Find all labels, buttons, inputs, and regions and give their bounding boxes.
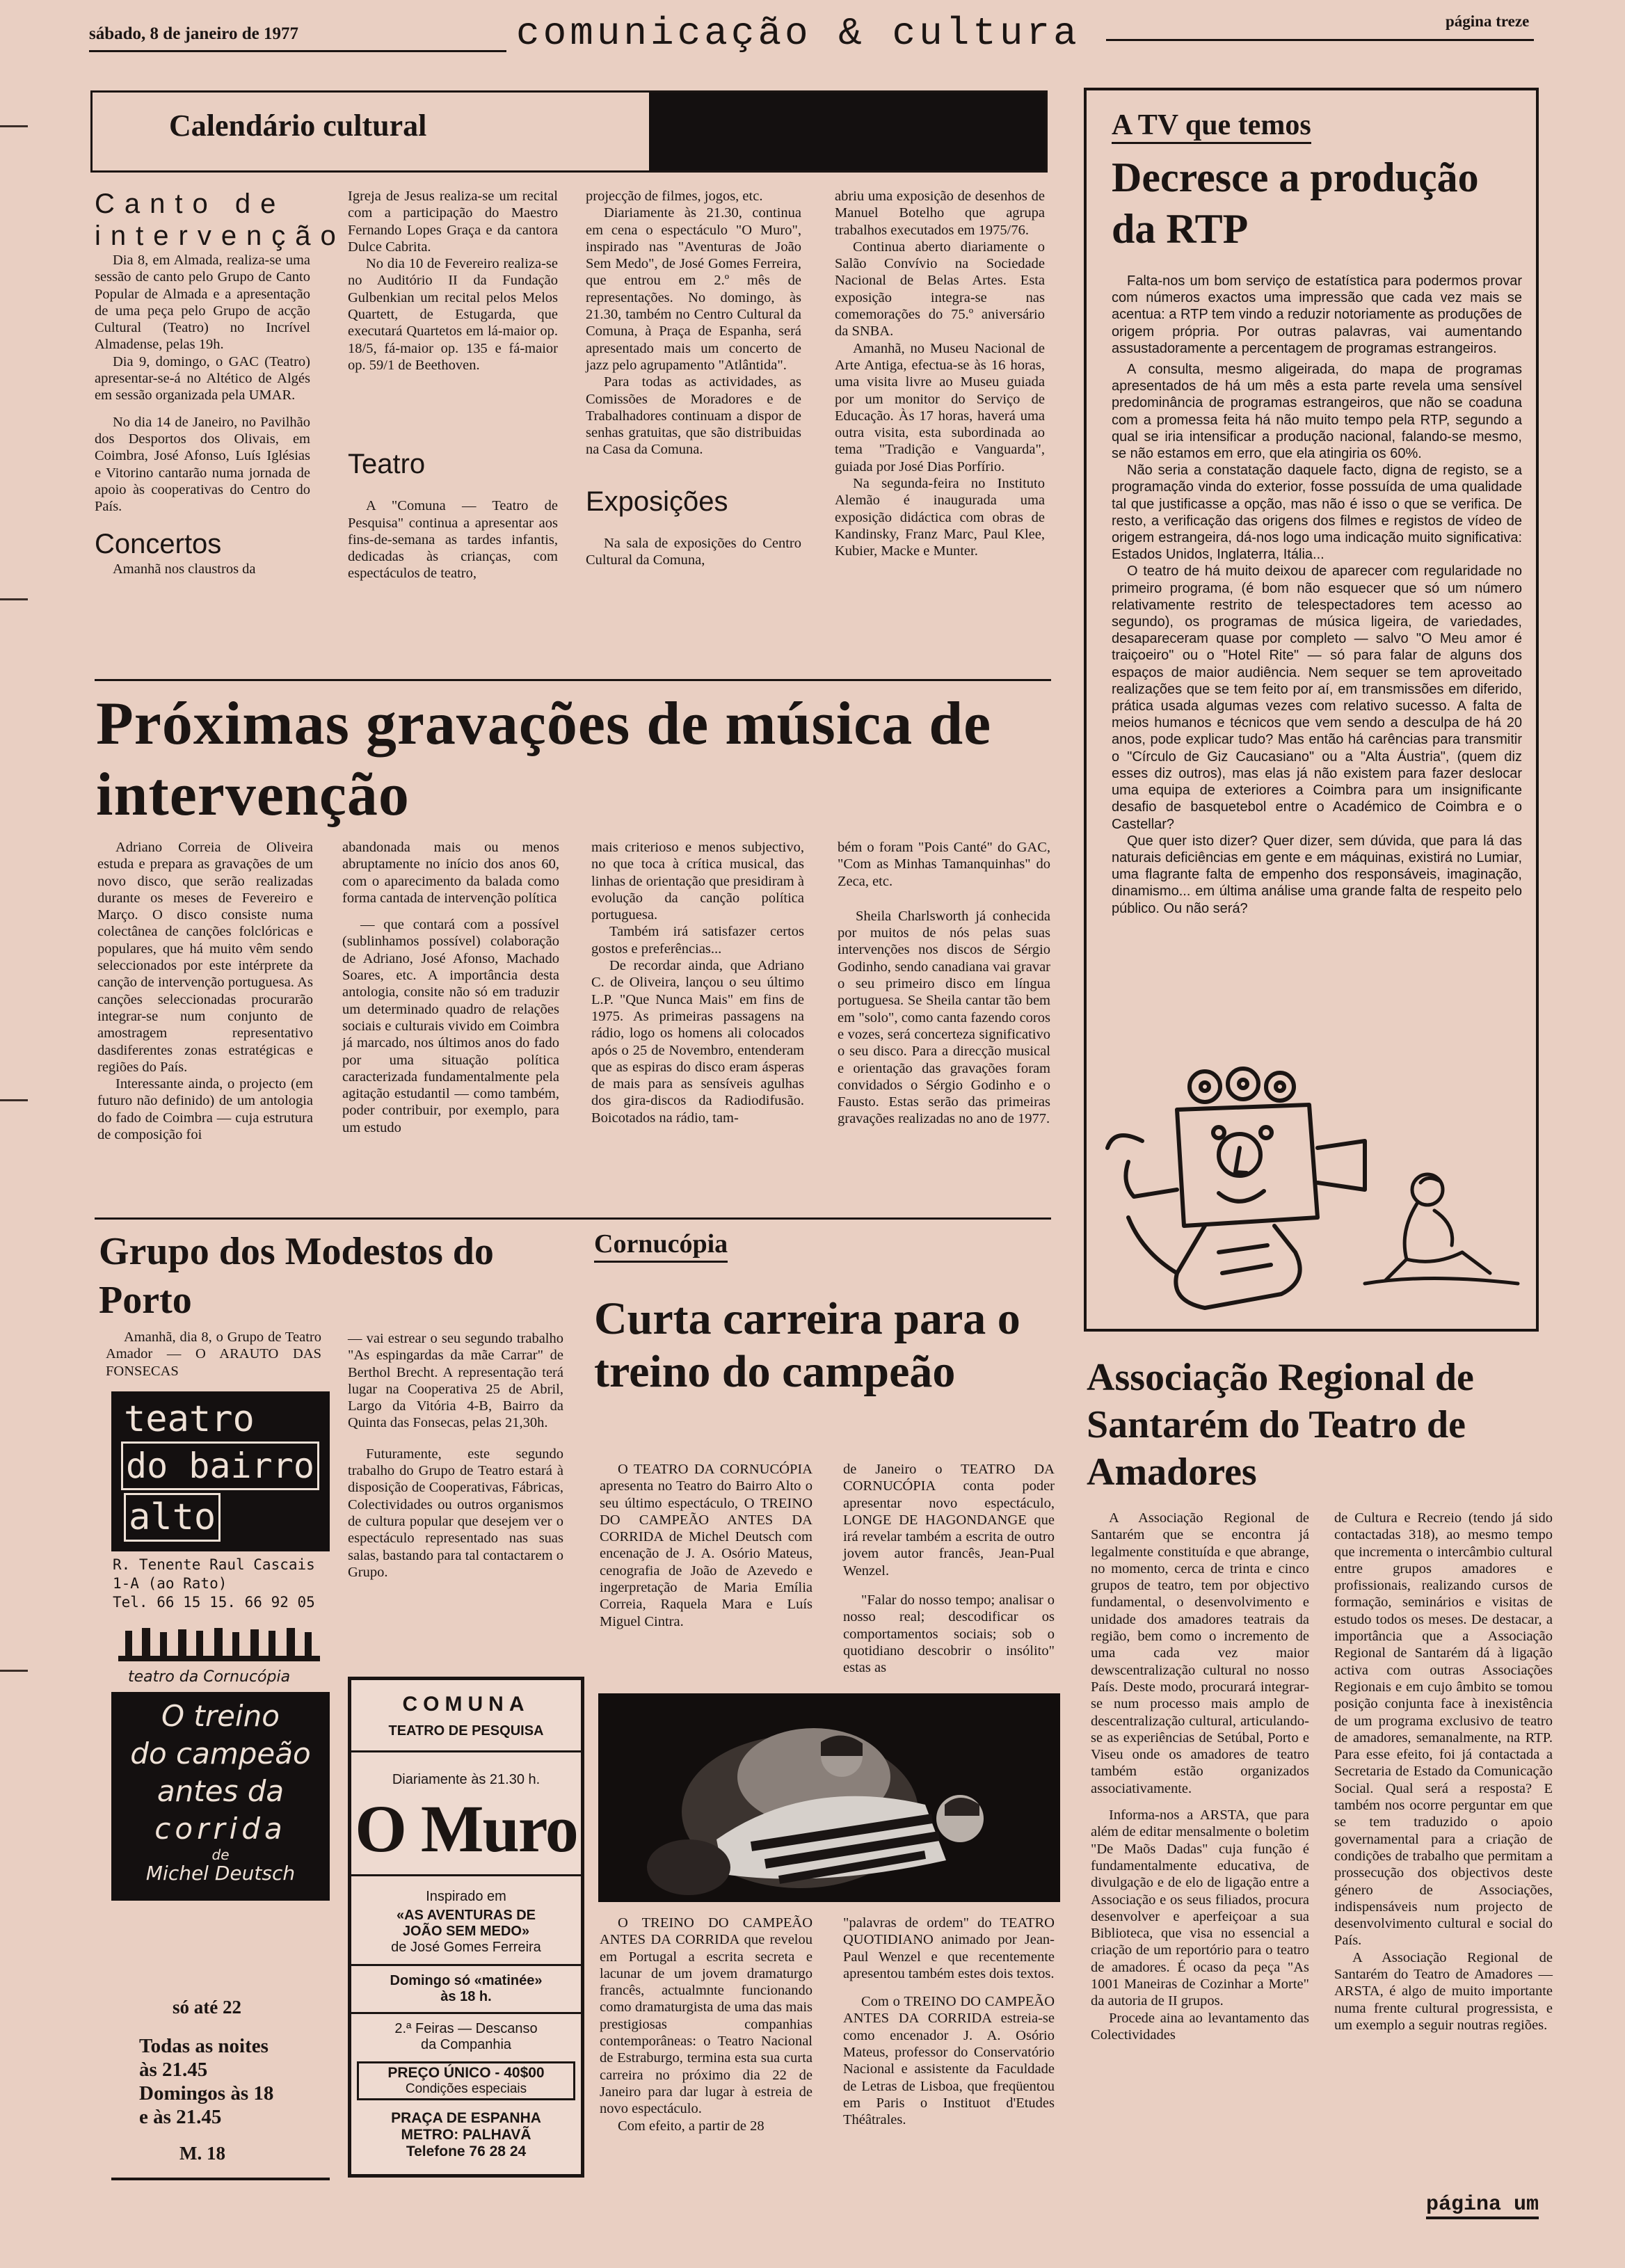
bairro-alto-ad-header <box>111 1391 330 1551</box>
continue-page-link[interactable]: página um <box>1426 2193 1539 2219</box>
modestos-col1-p1: Amanhã, dia 8, o Grupo de Teatro Amador — O ARAUTO DAS FONSECAS <box>106 1329 321 1379</box>
comuna-work1: «AS AVENTURAS DE <box>396 1908 536 1923</box>
tv-p1: A consulta, mesmo aligeirada, do mapa de programas apresentados de há um mês a esta parte revela uma sensível predominância de programas estrangeiros, que não se coaduna com a promessa feita há não muito tempo pela RTP, segundo a qual se iria intensificar a produção nacional, falando-se mesmo, se não estamos em erro, que ela atingiria os 60%. <box>1112 362 1522 462</box>
tv-camera-cartoon-illustration <box>1100 1044 1525 1322</box>
canto-p1: Dia 8, em Almada, realiza-se uma sessão de canto pelo Grupo de Canto Popular de Almada e a apresentação de uma peça pelo Grupo de acção Cultural (Teatro) no Incrível Almadense, pelas 19h. <box>95 253 310 353</box>
comuna-metro: METRO: PALHAVÃ <box>401 2127 531 2143</box>
calendario-col-2 <box>348 188 558 675</box>
bairro-times-2: às 21.45 <box>139 2059 208 2081</box>
tv-box <box>1084 88 1539 1332</box>
comuna-rest1: 2.ª Feiras — Descanso <box>394 2021 538 2036</box>
tv-p2: Não seria a constatação daquele facto, digna de registo, se a programação vinda do exterior, fosse possuída de uma qualidade tal que justificasse a opção, mas não é isso o que se verifica. De resto, a verificação das origens dos filmes e registos de vídeo de origem estrangeira, dá-nos logo uma indicação muito significativa: Estados Unidos, Inglaterra, Itália... <box>1112 463 1522 563</box>
modestos-headline: Grupo dos Modestos do Porto <box>99 1230 494 1322</box>
santarem-col-1 <box>1091 1510 1309 2178</box>
col3-p2: Diariamente às 21.30, continua em cena o espectáculo "O Muro", inspirado nas "Aventuras de João Sem Medo", de José Gomes Ferreira, que entrou em 2.º mês de representações. No domingo, às 21.30, também no Centro Cultural da Comuna, à Praça de Espanha, será apresentado mais um concerto de jazz pelo agrupamento "Atlântida". <box>586 205 801 373</box>
musica-bottom-rule <box>95 1217 1051 1220</box>
header-rule-left <box>89 50 506 52</box>
musica-col4-p1: bém o foram "Pois Canté" do GAC, "Com as Minhas Tamanquinhas" do Zeca, etc. <box>838 840 1050 889</box>
tv-lead: Falta-nos um bom serviço de estatística para podermos provar com números exactos uma impressão que cada vez mais se acentua: a RTP tem vindo a reduzir notoriamente as produções de origem própria. Por outras palavras, vai aumentando assustadoramente a percentagem de programas estrangeiros. <box>1112 273 1522 356</box>
cornucopia-col-3 <box>600 1915 812 2186</box>
exposicoes-p1: Na sala de exposições do Centro Cultural da Comuna, <box>586 535 801 568</box>
binder-mark-1 <box>0 125 28 127</box>
santarem-headline: Associação Regional de Santarém do Teatro de Amadores <box>1087 1356 1474 1494</box>
cornucopia-stage-photo <box>598 1693 1060 1902</box>
comuna-sunday2: às 18 h. <box>440 1989 492 2004</box>
treino-line1: O treino <box>161 1699 280 1733</box>
treino-author: Michel Deutsch <box>145 1862 296 1885</box>
musica-col3-p1: mais criterioso e menos subjectivo, no que toca à crítica musical, das linhas de orientação que presidiram à evolução da canção política portuguesa. <box>591 840 804 923</box>
calendario-banner <box>90 90 1048 173</box>
issue-date: sábado, 8 de janeiro de 1977 <box>89 24 298 43</box>
modestos-col2-p1: — vai estrear o seu segundo trabalho "As espingardas da mãe Carrar" de Berthol Brecht. A representação terá lugar na Cooperativa 25 de Abril, Largo da Vitória 4-B, Bairro da Quinta das Fonsecas, pelas 21,30h. <box>348 1331 563 1431</box>
treino-line4: corrida <box>154 1812 287 1846</box>
santarem-col2-p1: de Cultura e Recreio (tendo já sido contactadas 318), ao mesmo tempo que incrementa o intercâmbio cultural entre grupos amadores e profissionais, realizando cursos de formação, seminários e visitas de estudo todos os meses. De destacar, a importância que a Associação Regional de Santarém dá à ligação activa com outras Associações Regionais e em cujo âmbito se tomou posição conjunta face à inexistência de um programa exclusivo de teatro de amadores, semanalmente, na RTP. Para esse efeito, foi já contactada a Secretaria de Estado da Comunicação Social. Qual será a resposta? E também nos ocorre perguntar em que se tem traduzido o apoio governamental para a criação de condições de trabalho que permitam a prossecução dos objectivos deste género de Associações, indispensáveis num projecto de desenvolvimento cultural e social do País. <box>1334 1510 1553 1949</box>
col2-p1: Igreja de Jesus realiza-se um recital com a participação do Maestro Fernando Lopes Graça e da cantora Dulce Cabrita. <box>348 189 558 255</box>
cornucopia-kicker: Cornucópia <box>594 1229 728 1263</box>
binder-mark-3 <box>0 1099 28 1101</box>
cornucopia-col4-p1: "palavras de ordem" do TEATRO QUOTIDIANO animado por Jean-Paul Wenzel e que recentemente apresentou também estes dois textos. <box>843 1915 1055 1981</box>
exposicoes-heading: Exposições <box>586 486 728 517</box>
bairro-ad-bottom-rule <box>111 2178 330 2180</box>
comuna-sunday1: Domingo só «matinée» <box>390 1973 543 1988</box>
comuna-rest2: da Companhia <box>420 2037 512 2052</box>
cornucopia-col-2 <box>843 1461 1055 1684</box>
santarem-col-2 <box>1334 1510 1553 2178</box>
concertos-p1: Amanhã nos claustros da <box>113 561 256 577</box>
bairro-times <box>139 2034 273 2129</box>
bairro-address <box>113 1556 315 1612</box>
cornucopia-label: teatro da Cornucópia <box>128 1668 291 1686</box>
tv-p4: Que quer isto dizer? Quer dizer, sem dúvida, que para lá das naturais deficiências em gente e em máquinas, existirá no Lumiar, uma flagrante falta de empenho dos responsáveis, imaginação, dinamismo... em última análise uma grande falta de respeito pelo público. Ou não será? <box>1112 833 1522 916</box>
bairro-address-1: R. Tenente Raul Cascais <box>113 1556 315 1573</box>
santarem-col1-p3: Procede aina ao levantamento das Colectividades <box>1091 2010 1309 2043</box>
musica-col4-p2: Sheila Charlsworth já conhecida por muitos de nós pelas suas intervenções nos discos de Sérgio Godinho, sendo canadiana vai gravar o seu primeiro disco em língua portuguesa. Se Sheila cantar tão bem em "solo", como canta fazendo coros e vozes, será concerteza significativo o seu disco. Para a direcção musical e orientação das gravações foram convidados o Sérgio Godinho e o Fausto. Estas serão das primeiras gravações realizadas no ano de 1977. <box>838 908 1050 1127</box>
cornucopia-figures-icon <box>111 1625 330 1667</box>
comuna-price: PREÇO ÚNICO - 40$00 <box>387 2065 545 2081</box>
comuna-conditions: Condições especiais <box>405 2082 527 2096</box>
cornucopia-col3-p2: Com efeito, a partir de 28 <box>618 2118 765 2134</box>
cornucopia-headline: Curta carreira para o treino do campeão <box>594 1293 1020 1397</box>
comuna-place: PRAÇA DE ESPANHA <box>391 2110 541 2126</box>
treino-ad-title <box>111 1692 330 1901</box>
musica-col2-p2: — que contará com a possível (sublinhamos possível) colaboração de Adriano, José Afonso, Machado Soares, etc. A importância desta antologia, consite não só em traduzir um determinado quadro de relações sociais e culturais vivido em Coimbra já marcado, nos últimos anos do fado por uma situação política caracterizada fundamentalmente pela agitação estudantil — como também, poder contribuir, por exemplo, para um estudo <box>342 917 559 1135</box>
cornucopia-col-4 <box>843 1915 1055 2186</box>
comuna-ad <box>348 1677 584 2178</box>
cornucopia-col3-p1: O TREINO DO CAMPEÃO ANTES DA CORRIDA que revelou em Portugal a escrita secreta e lacunar de um jovem dramaturgo francês, actualmnte funcionando como dramaturgista de uma das mais prestigiosas companhias contemporâneas: o Teatro Nacional de Estraburgo, termina esta sua curta carreira no próximo dia 22 de Janeiro para dar lugar à estreia de novo espectáculo. <box>600 1915 812 2117</box>
santarem-col1-p2: Informa-nos a ARSTA, que para além de editar mensalmente o boletim "De Maõs Dadas" cuja função é fundamentalmente educativa, de divulgação e de elo de ligação entre a Associação e os seus filiados, procura desenvolver e aperfeiçoar a sua Biblioteca, que visa no essencial a criação de um reportório para o teatro de amadores. É ocaso da peça "As 1001 Maneiras de Cozinhar a Morte" da autoria de II grupos. <box>1091 1807 1309 2009</box>
bairro-address-2: 1-A (ao Rato) <box>113 1575 227 1592</box>
santarem-col2-p2: A Associação Regional de Santarém do Teatro de Amadores — ARSTA, é algo de muito importante numa frente cultural progressista, e um exemplo a seguir noutras regiões. <box>1334 1949 1553 2033</box>
bairro-so-ate: só até 22 <box>173 1997 241 2018</box>
calendario-col-3 <box>586 188 801 675</box>
binder-mark-4 <box>0 1670 28 1672</box>
bairro-phone: Tel. 66 15 15. 66 92 05 <box>113 1594 315 1611</box>
bairro-times-4: e às 21.45 <box>139 2106 222 2128</box>
cornucopia-col2-p1: de Janeiro o TEATRO DA CORNUCÓPIA conta poder apresentar novo espectáculo, LONGE DE HAGONDANGE que irá revelar também a escrita de outro jovem autor francês, Jean-Pual Wenzel. <box>843 1462 1055 1579</box>
banner-black-block <box>649 93 1046 170</box>
stage-photo-image <box>598 1693 1060 1902</box>
col4-p3: Amanhã, no Museu Nacional de Arte Antiga, efectua-se às 16 horas, uma visita livre ao Museu guiada por um monitor do Serviço de Educação. Às 17 horas, haverá uma outra visita, esta subordinada ao tema "Tradição e Vanguarda", guiada por José Dias Porfírio. <box>835 340 1045 474</box>
comuna-daily: Diariamente às 21.30 h. <box>392 1772 541 1787</box>
comuna-name: COMUNA <box>402 1693 530 1716</box>
musica-headline: Próximas gravações de música de intervenção <box>96 690 992 829</box>
canto-p2: Dia 9, domingo, o GAC (Teatro) apresentar-se-á no Altético de Algés em sessão organizada pela UMAR. <box>95 353 310 404</box>
comuna-work2: JOÃO SEM MEDO» <box>402 1924 530 1939</box>
bairro-alto-ad <box>111 1391 330 2178</box>
cornucopia-col1-p1: O TEATRO DA CORNUCÓPIA apresenta no Teatro do Bairro Alto o seu último espectáculo, O TREINO DO CAMPEÃO ANTES DA CORRIDA de Michel Deutsch com encenação de J. A. Osório Mateus, cenografia de João de Azevedo e ingerpretação de Maria Emília Correia, Raquela Mara e Luís Miguel Cintra. <box>600 1462 812 1629</box>
col4-p4: Na segunda-feira no Instituto Alemão é inaugurada uma exposição didáctica com obras de Kandinsky, Franz Marc, Paul Klee, Kubier, Macke e Munter. <box>835 476 1045 559</box>
section-title: comunicação & cultura <box>516 11 1080 56</box>
comuna-work3: de José Gomes Ferreira <box>391 1940 541 1955</box>
tv-body <box>1112 273 1522 917</box>
canto-p3: No dia 14 de Janeiro, no Pavilhão dos Desportos dos Olivais, em Coimbra, José Afonso, Luís Iglésias e Vitorino cantarão numa jornada de apoio às cooperativas do Centro do País. <box>95 414 310 515</box>
treino-line2: do campeão <box>130 1736 311 1771</box>
bairro-times-1: Todas as noites <box>139 2035 269 2057</box>
cornucopia-col2-p2: "Falar do nosso tempo; analisar o nosso real; descodificar os comportamentos sociais; sob o quotidiano descobrir o insólito" estas as <box>843 1592 1055 1676</box>
binder-mark-2 <box>0 598 28 600</box>
bairro-line3: alto <box>124 1493 221 1542</box>
musica-col1-p1: Adriano Correia de Oliveira estuda e prepara as gravações de um novo disco, que serão realizadas durante os meses de Fevereiro e Março. O disco consiste numa colectânea de canções folclóricas e populares, que há muito vêm sendo seleccionados por este intérprete da canção de intervenção portuguesa. As canções seleccionadas procurarão integrar-se num conjunto de amostragem representativo dasdiferentes zonas estratégicas e regiões do País. <box>97 840 313 1075</box>
musica-col-1 <box>97 839 313 1215</box>
comuna-sub: TEATRO DE PESQUISA <box>388 1723 544 1739</box>
teatro-p1: A "Comuna — Teatro de Pesquisa" continua a apresentar aos fins-de-semana as tardes infantis, dedicadas às crianças, com espectáculos de teatro, <box>348 498 558 582</box>
calendario-col-4 <box>835 188 1045 675</box>
comuna-inspired: Inspirado em <box>426 1889 506 1904</box>
col4-p1: abriu uma exposição de desenhos de Manuel Botelho que agrupa trabalhos executados em 1975/76. <box>835 189 1045 238</box>
calendario-banner-title: Calendário cultural <box>169 109 427 143</box>
tv-p3: O teatro de há muito deixou de aparecer com regularidade no primeiro programa, (é bom não esquecer que só um número relativamente restrito de telespectadores tem acesso ao segundo), os programas de música ligeira, de variedades, desapareceram quase por completo — salvo "O Meu amor é traiçoeiro" ou o "Hotel Rite" — só para falar de alguns dos espaços de maior audiência. Nem sequer se tem aproveitado realizações que se tem feito por aí, em transmissões em diferido, prática usada algumas vezes com relativo sucesso. A falta de meios humanos e técnicos que vem sendo a desculpa de há 20 anos, pode explicar tudo? Mas então há carências para transmitir o "Círculo de Giz Caucasiano" ou a "Alta Áustria", (quem diz esses diz outros), mas elas já não existem para fazer deslocar uma equipa de exteriores a Coimbra para um insignificante desafio de basquetebol entre o Académico de Coimbra e o Castellar? <box>1112 564 1522 832</box>
musica-col3-p3: De recordar ainda, que Adriano C. de Oliveira, lançou o seu último L.P. "Que Nunca Mais" em fins de 1975. As primeiras passagens na rádio, logo os homens ali colocados após o 25 de Novembro, entenderam que as espiras do disco eram ásperas de mais para as sensíveis agulhas dos gira-discos da Radiodifusão. Boicotados na rádio, tam- <box>591 958 804 1126</box>
canto-heading: Canto de intervenção <box>95 189 346 251</box>
musica-col-4 <box>838 839 1050 1215</box>
bairro-line2: do bairro <box>121 1442 319 1490</box>
comuna-phone: Telefone 76 28 24 <box>406 2143 527 2159</box>
calendario-bottom-rule <box>95 679 1051 681</box>
musica-col-3 <box>591 839 804 1215</box>
bairro-rating: M. 18 <box>179 2143 225 2164</box>
bairro-line1: teatro <box>124 1398 255 1440</box>
modestos-col-2 <box>348 1330 563 1657</box>
tv-headline: Decresce a produção da RTP <box>1112 154 1479 252</box>
modestos-col2-p2: Futuramente, este segundo trabalho do Grupo de Teatro estará à disposição de Cooperativas, Fábricas, Colectividades ou outros organismos de cultura popular que desejem ver o espectáculo representado nas suas salas, bastando para tal contactarem o Grupo. <box>348 1446 563 1580</box>
cornucopia-col4-p2: Com o TREINO DO CAMPEÃO ANTES DA CORRIDA estreia-se como encenador J. A. Osório Mateus, professor do Conservatório Nacional e assistente da Faculdade de Letras de Lisboa, que freqüentou em Paris o Instituot d'Etudes Théâtrales. <box>843 1994 1055 2128</box>
cornucopia-logo-strip <box>111 1625 330 1667</box>
page-number: página treze <box>1446 13 1530 30</box>
teatro-heading: Teatro <box>348 449 426 480</box>
header-rule-right <box>1106 39 1534 41</box>
calendario-col-1 <box>95 188 346 675</box>
treino-line3: antes da <box>157 1774 285 1808</box>
comuna-title: O Muro <box>355 1791 577 1866</box>
concertos-heading: Concertos <box>95 529 222 560</box>
col4-p2: Continua aberto diariamente o Salão Convívio na Sociedade Nacional de Belas Artes. Esta exposição integra-se nas comemorações do 75.º aniversário da SNBA. <box>835 239 1045 340</box>
tv-kicker: A TV que temos <box>1112 109 1311 144</box>
col3-p3: Para todas as actividades, as Comissões de Moradores e de Trabalhadores continuam a dispor de senhas gratuitas, que são distribuidas na Casa da Comuna. <box>586 374 801 458</box>
cornucopia-col-1 <box>600 1461 812 1649</box>
santarem-col1-p1: A Associação Regional de Santarém que se encontra já legalmente constituída e que abrange, no momento, cerca de trinta e cinco grupos de teatro, tem por objectivo fundamental, o desenvolvimento e unidade dos amadores teatrais da região, bem como o incremento de uma cada vez maior dewscentralização cultural no nosso País. Deste modo, procurará integrar-se num processo mais amplo de descentralização cultural, articulando-se as experiências de Setúbal, Porto e Viseu onde os amadores de teatro também estão organizados associativamente. <box>1091 1510 1309 1796</box>
modestos-col-1 <box>106 1329 321 1379</box>
musica-col-2 <box>342 839 559 1215</box>
treino-de: de <box>211 1846 230 1863</box>
musica-col2-p1: abandonada mais ou menos abruptamente no início dos anos 60, com o aparecimento da balada como forma cantada de intervenção política <box>342 840 559 906</box>
bairro-times-3: Domingos às 18 <box>139 2082 274 2105</box>
col2-p2: No dia 10 de Fevereiro realiza-se no Auditório II da Fundação Gulbenkian um recital pelos Melos Quartett, de Estugarda, que executará Quartetos em lá-maior op. 18/5, fá-maior op. 135 e fá-maior op. 59/1 de Beethoven. <box>348 256 558 373</box>
col3-p1: projecção de filmes, jogos, etc. <box>586 189 763 204</box>
musica-col1-p2: Interessante ainda, o projecto (em futuro não definido) de um antologia do fado de Coimbra — cuja estrutura de composição foi <box>97 1076 313 1143</box>
musica-col3-p2: Também irá satisfazer certos gostos e preferências... <box>591 924 804 957</box>
